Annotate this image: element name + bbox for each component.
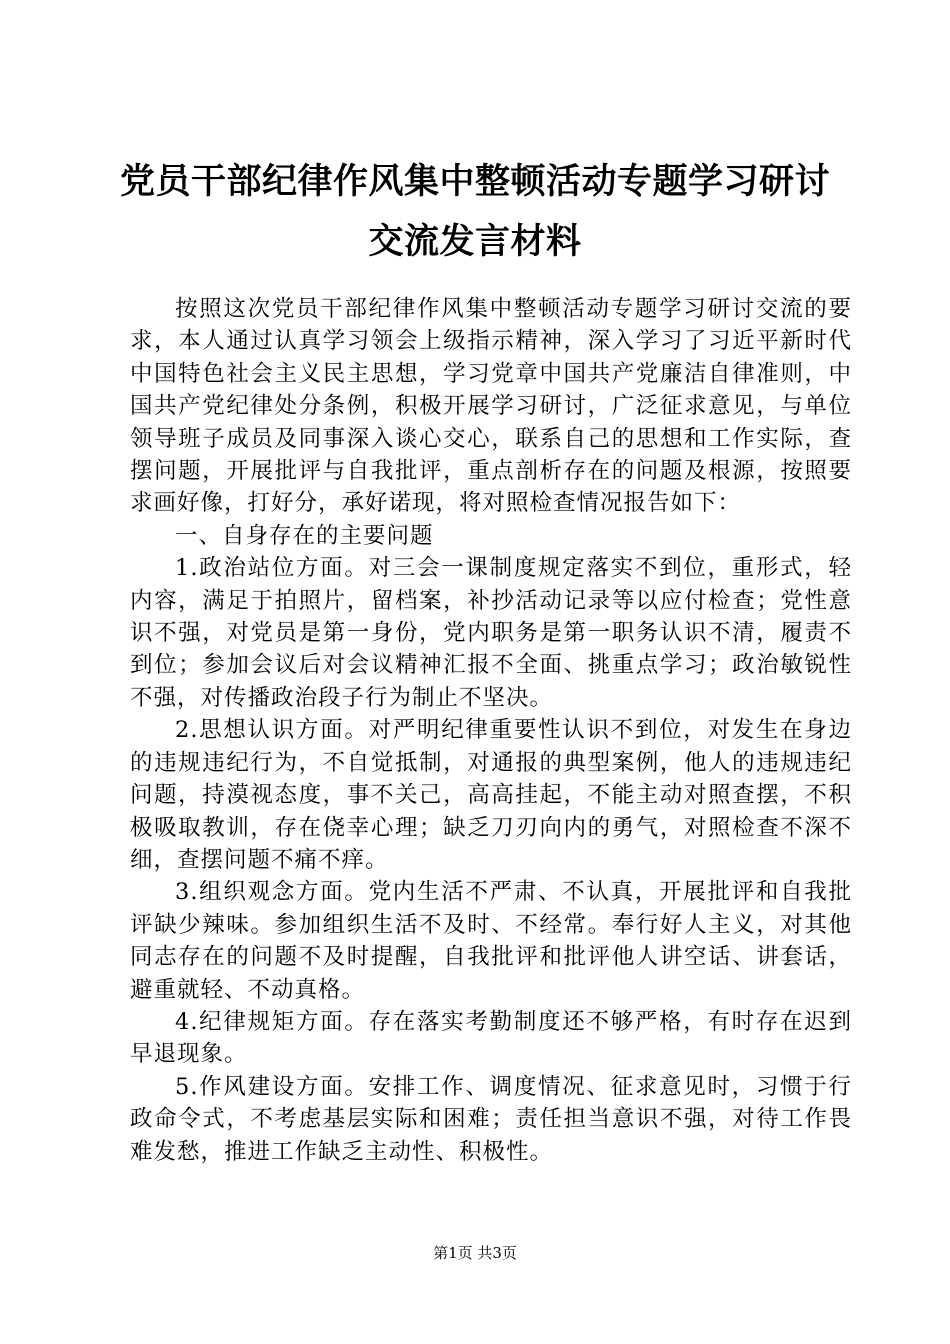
document-body	[130, 293, 852, 1168]
item-paragraph-organization: 3.组织观念方面。党内生活不严肃、不认真，开展批评和自我批评缺少辣味。参加组织生活不及时、不经常。奉行好人主义，对其他同志存在的问题不及时提醒，自我批评和批评他人讲空话、讲套话，避重就轻、不动真格。	[130, 879, 852, 1003]
section-heading: 一、自身存在的主要问题	[175, 522, 434, 549]
item-paragraph-discipline: 4.纪律规矩方面。存在落实考勤制度还不够严格，有时存在迟到早退现象。	[130, 1008, 852, 1068]
item-paragraph-work-style: 5.作风建设方面。安排工作、调度情况、征求意见时，习惯于行政命令式，不考虑基层实际和困难；责任担当意识不强，对待工作畏难发愁，推进工作缺乏主动性、积极性。	[130, 1073, 852, 1165]
page-number: 第1页 共3页	[433, 1244, 517, 1262]
document-title-line-2: 交流发言材料	[368, 222, 582, 262]
intro-paragraph: 按照这次党员干部纪律作风集中整顿活动专题学习研讨交流的要求，本人通过认真学习领会上级指示精神，深入学习了习近平新时代中国特色社会主义民主思想，学习党章中国共产党廉洁自律准则，中国共产党纪律处分条例，积极开展学习研讨，广泛征求意见，与单位领导班子成员及同事深入谈心交心，联系自己的思想和工作实际，查摆问题，开展批评与自我批评，重点剖析存在的问题及根源，按照要求画好像，打好分，承好诺现，将对照检查情况报告如下：	[130, 296, 852, 517]
item-paragraph-thinking: 2.思想认识方面。对严明纪律重要性认识不到位，对发生在身边的违规违纪行为，不自觉抵制，对通报的典型案例，他人的违规违纪问题，持漠视态度，事不关己，高高挂起，不能主动对照查摆，不积极吸取教训，存在侥幸心理；缺乏刀刃向内的勇气，对照检查不深不细，查摆问题不痛不痒。	[130, 717, 852, 873]
item-paragraph-political: 1.政治站位方面。对三会一课制度规定落实不到位，重形式，轻内容，满足于拍照片，留档案，补抄活动记录等以应付检查；党性意识不强，对党员是第一身份，党内职务是第一职务认识不清，履责不到位；参加会议后对会议精神汇报不全面、挑重点学习；政治敏锐性不强，对传播政治段子行为制止不坚决。	[130, 555, 852, 711]
document-title-line-1: 党员干部纪律作风集中整顿活动专题学习研讨	[119, 162, 830, 202]
